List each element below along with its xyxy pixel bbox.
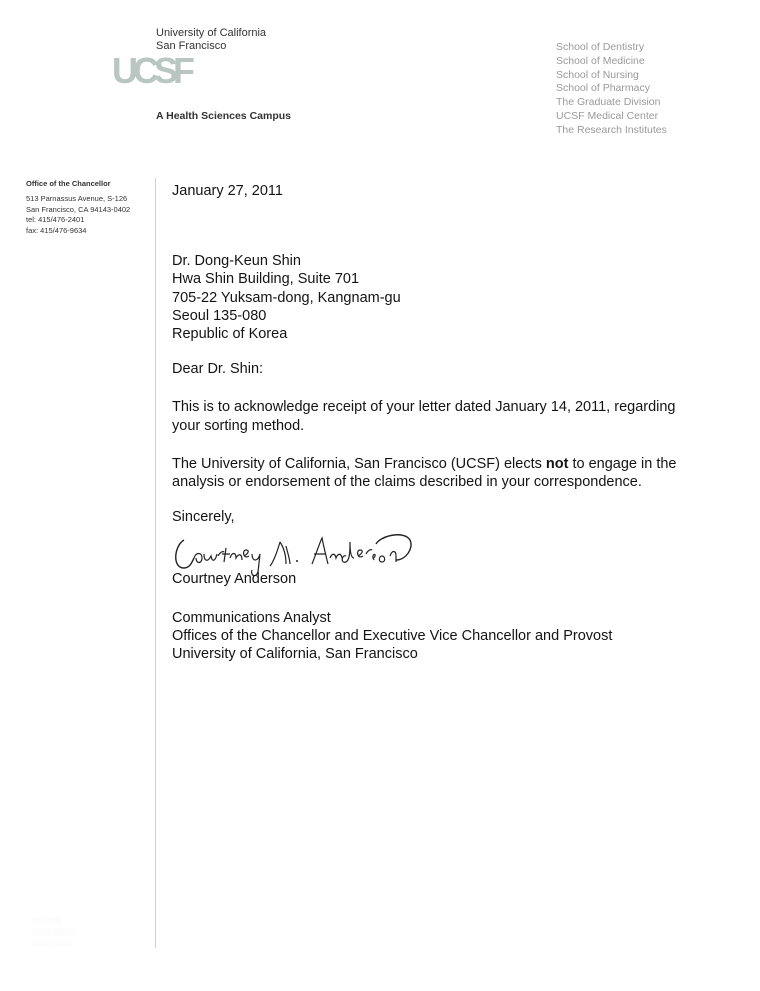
decision-text-start: The University of California, San Francisco (UCSF) elects bbox=[172, 455, 546, 472]
recipient-line: Republic of Korea bbox=[172, 326, 288, 343]
university-name bbox=[156, 27, 266, 53]
schools-list bbox=[556, 41, 667, 138]
school-item: The Research Institutes bbox=[556, 123, 667, 136]
recipient-address bbox=[172, 252, 692, 343]
school-item: School of Nursing bbox=[556, 68, 639, 81]
school-item: School of Pharmacy bbox=[556, 82, 650, 95]
school-item: The Graduate Division bbox=[556, 96, 661, 109]
faded-footer-marks: ░░░░░░ ░░░░░░░░░ ░░░░░░░░ bbox=[32, 918, 77, 947]
recipient-line: Hwa Shin Building, Suite 701 bbox=[172, 271, 360, 288]
closing: Sincerely, bbox=[172, 509, 235, 526]
signer-name: Courtney Anderson bbox=[172, 571, 297, 588]
signer-office: Offices of the Chancellor and Executive Vice Chancellor and Provost bbox=[172, 627, 613, 644]
recipient-line: 705-22 Yuksam-dong, Kangnam-gu bbox=[172, 289, 401, 306]
signer-title: Communications Analyst bbox=[172, 609, 331, 626]
university-name-line2: San Francisco bbox=[156, 40, 227, 52]
school-item: School of Medicine bbox=[556, 54, 645, 67]
decision-text-end: to engage in the analysis or endorsement of the claims described in your correspondence. bbox=[172, 455, 677, 491]
decision-emphasis: not bbox=[545, 455, 569, 472]
office-address-line1: 513 Parnassus Avenue, S-126 bbox=[26, 193, 128, 203]
school-item: UCSF Medical Center bbox=[556, 109, 659, 122]
ucsf-logo-text: UCSF bbox=[112, 53, 190, 91]
office-address-line2: San Francisco, CA 94143-0402 bbox=[26, 204, 131, 214]
signer-organization: University of California, San Francisco bbox=[172, 646, 418, 663]
letter-body bbox=[172, 182, 692, 663]
office-fax: fax: 415/476-9634 bbox=[26, 226, 87, 236]
campus-tagline: A Health Sciences Campus bbox=[156, 110, 291, 122]
recipient-line: Dr. Dong-Keun Shin bbox=[172, 253, 301, 270]
recipient-line: Seoul 135-080 bbox=[172, 307, 267, 324]
acknowledgement-paragraph: This is to acknowledge receipt of your letter dated January 14, 2011, regarding your sorting method. bbox=[172, 399, 676, 434]
vertical-divider bbox=[155, 178, 156, 948]
salutation: Dear Dr. Shin: bbox=[172, 361, 264, 378]
office-sidebar bbox=[26, 179, 130, 237]
ucsf-logo bbox=[112, 53, 204, 101]
office-telephone: tel: 415/476-2401 bbox=[26, 215, 85, 225]
letter-date: January 27, 2011 bbox=[172, 183, 283, 199]
university-name-line1: University of California bbox=[156, 27, 267, 39]
office-title: Office of the Chancellor bbox=[26, 179, 111, 188]
decision-paragraph bbox=[172, 455, 692, 491]
school-item: School of Dentistry bbox=[556, 41, 645, 53]
